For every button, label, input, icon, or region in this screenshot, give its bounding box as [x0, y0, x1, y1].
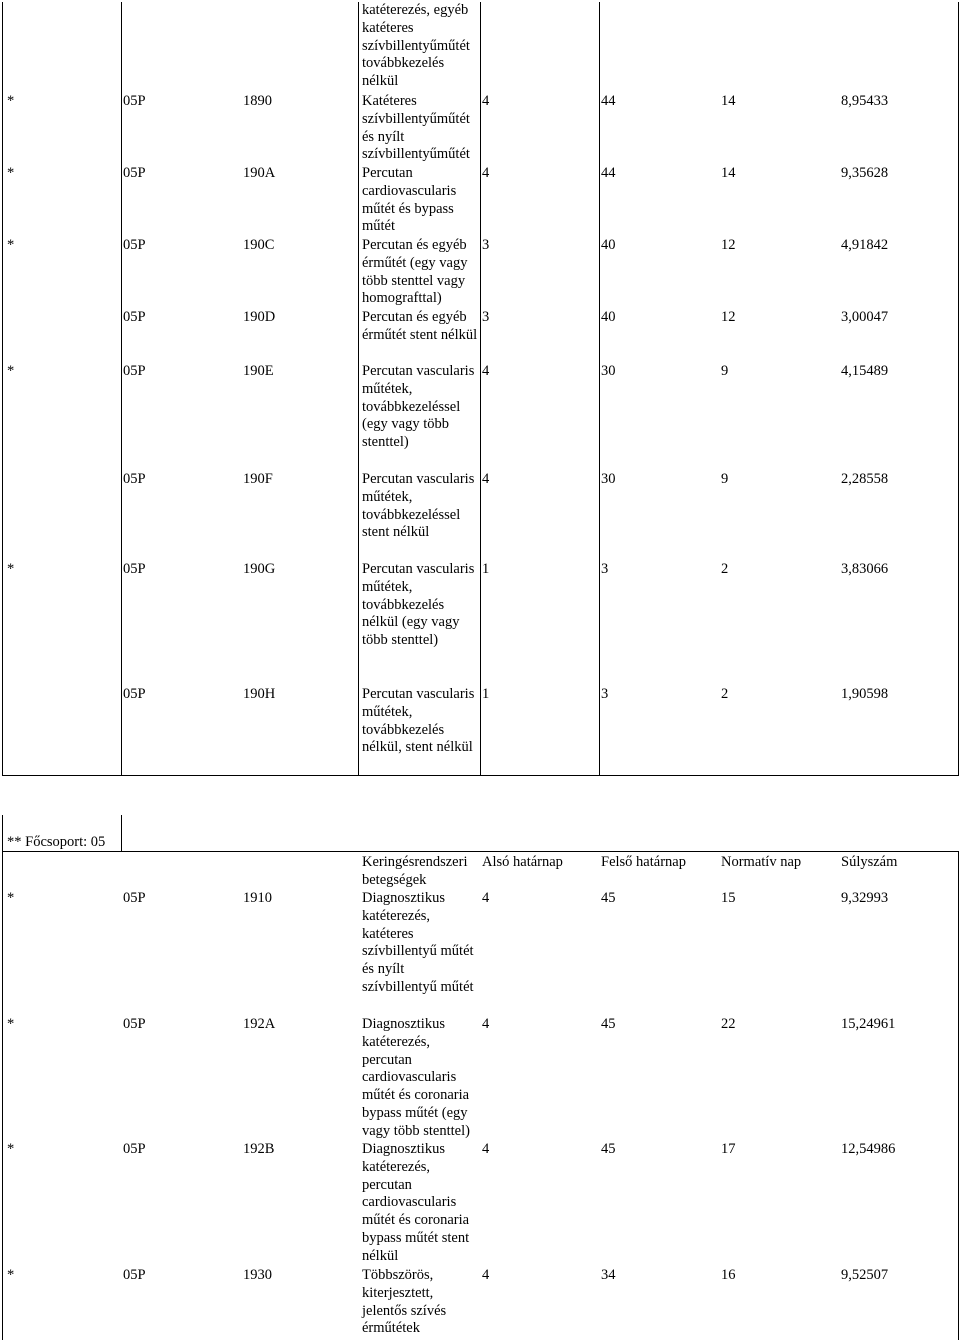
table1-row7-normal: 2 — [721, 561, 729, 577]
header-upper-limit: Felső határnap — [601, 854, 686, 870]
table1-row5-name: Percutan vascularis műtétek, továbbkezeléssel (egy vagy több stenttel) — [362, 363, 475, 451]
table1-divider-2 — [358, 2, 359, 775]
table1-row3-group: 05P — [123, 237, 146, 253]
table1-row1-low: 4 — [482, 93, 490, 109]
table1-row3-high: 40 — [601, 237, 616, 253]
table1-row8-group: 05P — [123, 686, 146, 702]
table1-row8-code: 190H — [243, 686, 276, 702]
table1-row5-weight: 4,15489 — [841, 363, 889, 379]
table1-row1-weight: 8,95433 — [841, 93, 889, 109]
table2-row0-low: 4 — [482, 890, 490, 906]
main-group-title: ** Főcsoport: 05 — [7, 834, 106, 850]
table1-row6-high: 30 — [601, 471, 616, 487]
table1-row5-normal: 9 — [721, 363, 729, 379]
table2-row0-star: * — [7, 890, 15, 906]
table1-row1-normal: 14 — [721, 93, 736, 109]
table1-row1-high: 44 — [601, 93, 616, 109]
table1-row7-star: * — [7, 561, 15, 577]
table2-row1-low: 4 — [482, 1016, 490, 1032]
header-diagnosis-group: Keringésrendszeri betegségek — [362, 854, 468, 888]
heading-border-left — [2, 815, 3, 852]
table1-row7-group: 05P — [123, 561, 146, 577]
table1-row4-weight: 3,00047 — [841, 309, 889, 325]
table1-row2-code: 190A — [243, 165, 276, 181]
table2-row3-group: 05P — [123, 1267, 146, 1283]
header-normative-days: Normatív nap — [721, 854, 802, 870]
table2-row0-name: Diagnosztikus katéterezés, katéteres szívbillentyű műtét és nyílt szívbillentyű műtét — [362, 890, 474, 995]
table1-row7-high: 3 — [601, 561, 609, 577]
table1-row2-weight: 9,35628 — [841, 165, 889, 181]
table1-row4-name: Percutan és egyéb érműtét stent nélkül — [362, 309, 478, 343]
table2-row3-star: * — [7, 1267, 15, 1283]
table2-border-right — [958, 851, 959, 1340]
table1-row0-name: katéterezés, egyéb katéteres szívbillentyűműtét továbbkezelés nélkül — [362, 2, 470, 90]
table1-row3-name: Percutan és egyéb érműtét (egy vagy több stenttel vagy homografttal) — [362, 237, 468, 307]
table1-divider-4 — [599, 2, 600, 775]
table2-row3-weight: 9,52507 — [841, 1267, 889, 1283]
table2-row0-code: 1910 — [243, 890, 272, 906]
table1-row4-group: 05P — [123, 309, 146, 325]
table1-row5-code: 190E — [243, 363, 274, 379]
heading-border-bottom — [2, 851, 959, 852]
table1-row1-group: 05P — [123, 93, 146, 109]
table2-row2-star: * — [7, 1141, 15, 1157]
table2-row1-normal: 22 — [721, 1016, 736, 1032]
table1-row6-group: 05P — [123, 471, 146, 487]
table1-row8-weight: 1,90598 — [841, 686, 889, 702]
table2-row3-low: 4 — [482, 1267, 490, 1283]
table2-row1-group: 05P — [123, 1016, 146, 1032]
table2-row2-low: 4 — [482, 1141, 490, 1157]
table2-border-left — [2, 851, 3, 1340]
table1-row6-normal: 9 — [721, 471, 729, 487]
table1-row2-normal: 14 — [721, 165, 736, 181]
table1-row4-high: 40 — [601, 309, 616, 325]
table1-row2-name: Percutan cardiovascularis műtét és bypass műtét — [362, 165, 457, 235]
table1-row3-star: * — [7, 237, 15, 253]
table2-row1-name: Diagnosztikus katéterezés, percutan cardiovascularis műtét és coronaria bypass műtét (egy vagy több stenttel) — [362, 1016, 470, 1139]
table1-row2-group: 05P — [123, 165, 146, 181]
table2-row2-code: 192B — [243, 1141, 275, 1157]
table2-row3-name: Többszörös, kiterjesztett, jelentős szívés érműtétek — [362, 1267, 447, 1337]
table1-row7-weight: 3,83066 — [841, 561, 889, 577]
table1-row6-name: Percutan vascularis műtétek, továbbkezeléssel stent nélkül — [362, 471, 475, 541]
table2-row2-name: Diagnosztikus katéterezés, percutan cardiovascularis műtét és coronaria bypass műtét stent nélkül — [362, 1141, 470, 1264]
table1-row2-high: 44 — [601, 165, 616, 181]
table1-row3-code: 190C — [243, 237, 275, 253]
table1-row1-star: * — [7, 93, 15, 109]
table1-border-bottom — [2, 775, 959, 776]
table1-row8-low: 1 — [482, 686, 490, 702]
table2-row2-weight: 12,54986 — [841, 1141, 896, 1157]
table2-row2-normal: 17 — [721, 1141, 736, 1157]
table1-row1-name: Katéteres szívbillentyűműtét és nyílt szívbillentyűműtét — [362, 93, 470, 163]
heading-border-right — [121, 815, 122, 852]
table1-row2-low: 4 — [482, 165, 490, 181]
table1-row6-code: 190F — [243, 471, 273, 487]
table1-row8-name: Percutan vascularis műtétek, továbbkezelés nélkül, stent nélkül — [362, 686, 475, 756]
table1-row5-low: 4 — [482, 363, 490, 379]
table2-row1-weight: 15,24961 — [841, 1016, 896, 1032]
header-weight: Súlyszám — [841, 854, 898, 870]
table1-row4-code: 190D — [243, 309, 276, 325]
table1-row1-code: 1890 — [243, 93, 272, 109]
table2-row3-normal: 16 — [721, 1267, 736, 1283]
table1-row3-normal: 12 — [721, 237, 736, 253]
table1-row6-weight: 2,28558 — [841, 471, 889, 487]
table2-row3-code: 1930 — [243, 1267, 272, 1283]
table2-row0-high: 45 — [601, 890, 616, 906]
table1-row5-high: 30 — [601, 363, 616, 379]
table1-row7-low: 1 — [482, 561, 490, 577]
table1-row3-weight: 4,91842 — [841, 237, 889, 253]
table2-row3-high: 34 — [601, 1267, 616, 1283]
table1-row5-star: * — [7, 363, 15, 379]
table2-row1-high: 45 — [601, 1016, 616, 1032]
table1-border-right — [958, 2, 959, 775]
table2-row2-high: 45 — [601, 1141, 616, 1157]
table1-divider-1 — [121, 2, 122, 775]
table1-divider-3 — [480, 2, 481, 775]
table2-row0-weight: 9,32993 — [841, 890, 889, 906]
table2-row1-code: 192A — [243, 1016, 276, 1032]
table1-row7-code: 190G — [243, 561, 276, 577]
table1-row6-low: 4 — [482, 471, 490, 487]
table1-row5-group: 05P — [123, 363, 146, 379]
table2-row1-star: * — [7, 1016, 15, 1032]
table1-border-left — [2, 2, 3, 775]
table1-row8-high: 3 — [601, 686, 609, 702]
table1-row4-low: 3 — [482, 309, 490, 325]
table1-row7-name: Percutan vascularis műtétek, továbbkezelés nélkül (egy vagy több stenttel) — [362, 561, 475, 649]
table1-row8-normal: 2 — [721, 686, 729, 702]
table1-row4-normal: 12 — [721, 309, 736, 325]
header-lower-limit: Alsó határnap — [482, 854, 563, 870]
table1-row2-star: * — [7, 165, 15, 181]
table2-row2-group: 05P — [123, 1141, 146, 1157]
table2-row0-group: 05P — [123, 890, 146, 906]
table2-row0-normal: 15 — [721, 890, 736, 906]
table1-row3-low: 3 — [482, 237, 490, 253]
